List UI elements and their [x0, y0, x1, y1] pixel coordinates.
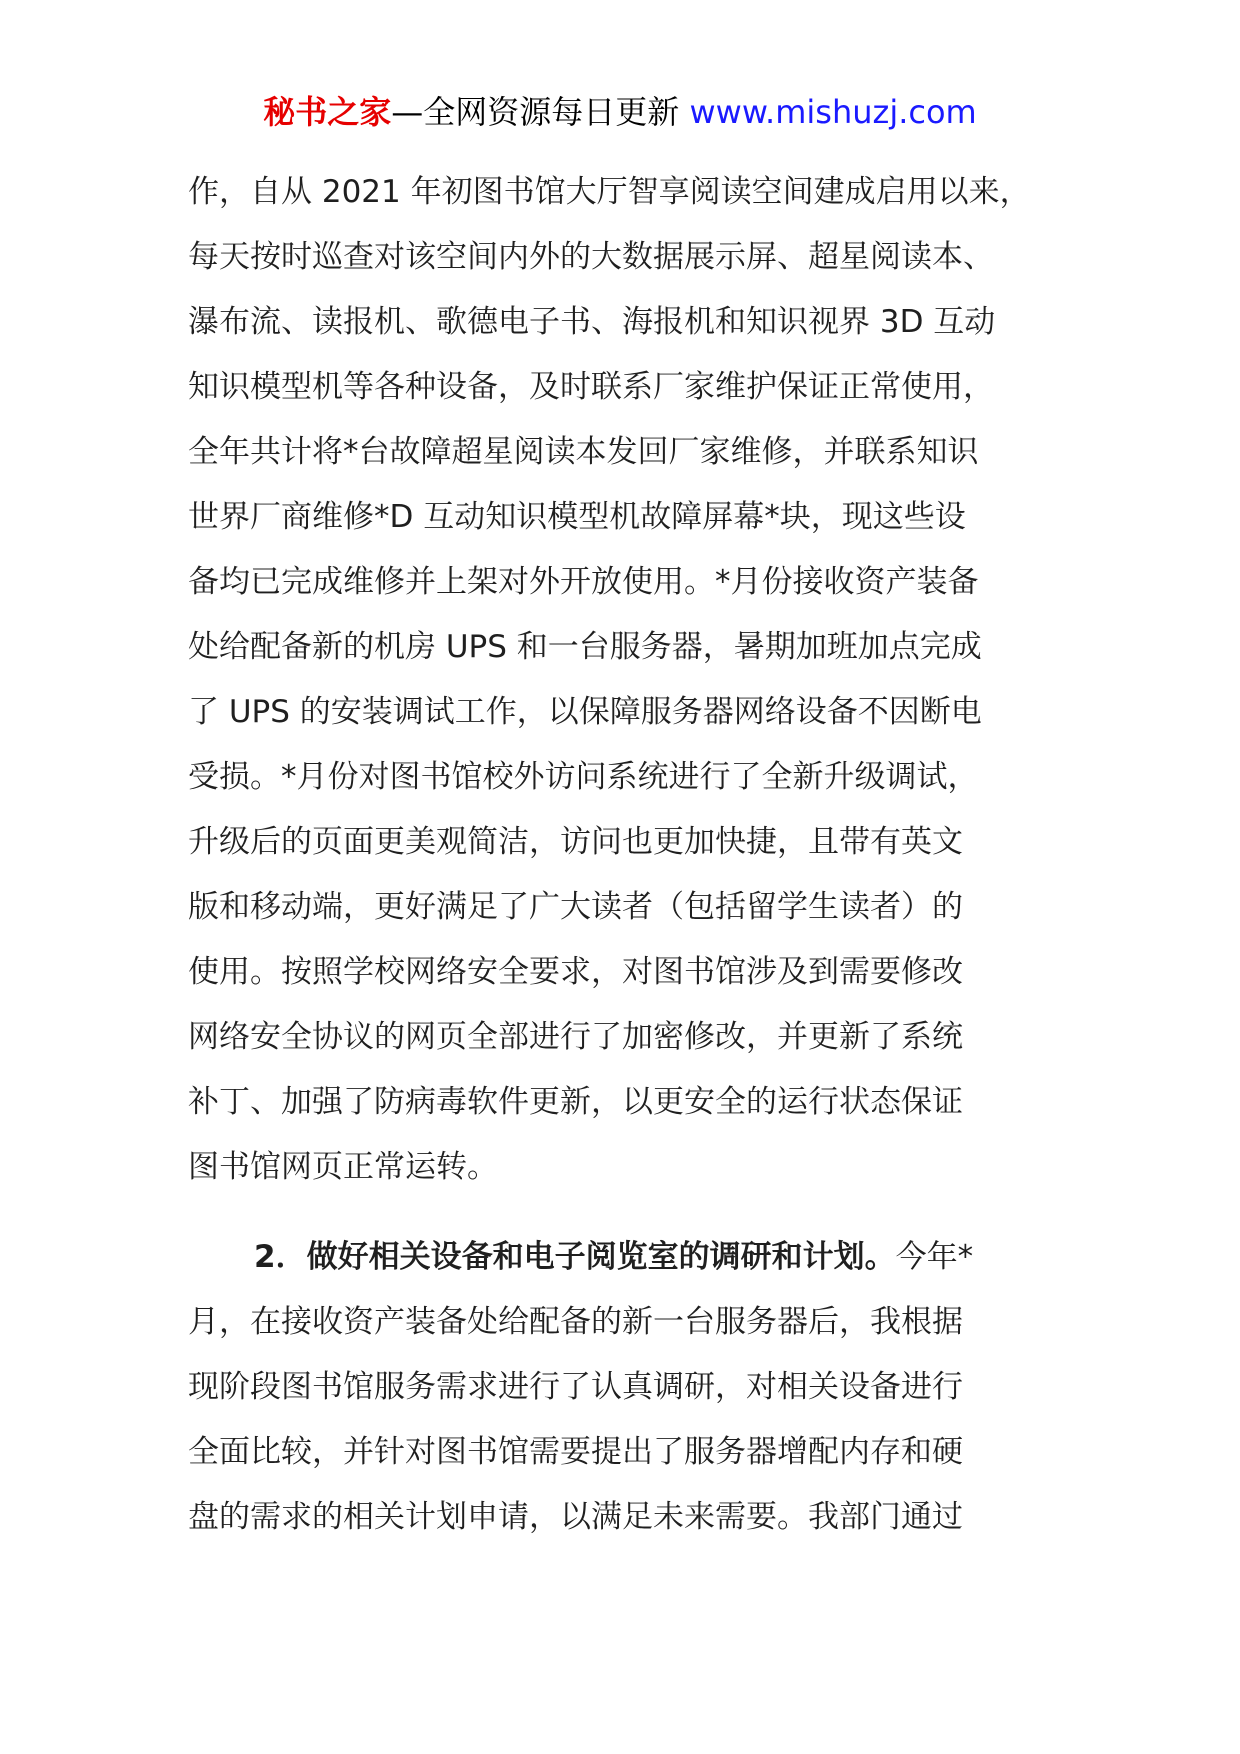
heading-continuation: 今年*	[895, 1239, 974, 1275]
text-line: 备均已完成维修并上架对外开放使用。*月份接收资产装备	[188, 564, 979, 600]
paragraph-1	[188, 160, 1108, 1200]
text-line: 了 UPS 的安装调试工作，以保障服务器网络设备不因断电	[188, 694, 982, 730]
text-line: 每天按时巡查对该空间内外的大数据展示屏、超星阅读本、	[188, 239, 994, 275]
site-header	[0, 92, 1240, 132]
text-line: 图书馆网页正常运转。	[188, 1149, 498, 1185]
text-line: 处给配备新的机房 UPS 和一台服务器，暑期加班加点完成	[188, 629, 982, 665]
site-url-link[interactable]: www.mishuzj.com	[689, 93, 977, 131]
document-body	[188, 160, 1108, 1550]
text-line: 盘的需求的相关计划申请，以满足未来需要。我部门通过	[188, 1499, 963, 1535]
paragraph-2	[188, 1225, 1108, 1550]
text-line: 作，自从 2021 年初图书馆大厅智享阅读空间建成启用以来，	[188, 174, 1031, 210]
text-line: 瀑布流、读报机、歌德电子书、海报机和知识视界 3D 互动	[188, 304, 996, 340]
text-line: 使用。按照学校网络安全要求，对图书馆涉及到需要修改	[188, 954, 963, 990]
section-heading: 2．做好相关设备和电子阅览室的调研和计划。	[254, 1239, 896, 1275]
text-line: 补丁、加强了防病毒软件更新，以更安全的运行状态保证	[188, 1084, 963, 1120]
text-line: 升级后的页面更美观简洁，访问也更加快捷，且带有英文	[188, 824, 963, 860]
text-line: 知识模型机等各种设备，及时联系厂家维护保证正常使用，	[188, 369, 994, 405]
paragraph-2-first-line	[188, 1225, 1108, 1290]
brand-name: 秘书之家	[263, 93, 392, 131]
text-line: 月，在接收资产装备处给配备的新一台服务器后，我根据	[188, 1304, 963, 1340]
text-line: 全年共计将*台故障超星阅读本发回厂家维修，并联系知识	[188, 434, 979, 470]
header-slogan: —全网资源每日更新	[391, 93, 680, 131]
text-line: 版和移动端，更好满足了广大读者（包括留学生读者）的	[188, 889, 963, 925]
text-line: 受损。*月份对图书馆校外访问系统进行了全新升级调试，	[188, 759, 979, 795]
text-line: 网络安全协议的网页全部进行了加密修改，并更新了系统	[188, 1019, 963, 1055]
text-line: 世界厂商维修*D 互动知识模型机故障屏幕*块，现这些设	[188, 499, 966, 535]
text-line: 现阶段图书馆服务需求进行了认真调研，对相关设备进行	[188, 1369, 963, 1405]
text-line: 全面比较，并针对图书馆需要提出了服务器增配内存和硬	[188, 1434, 963, 1470]
